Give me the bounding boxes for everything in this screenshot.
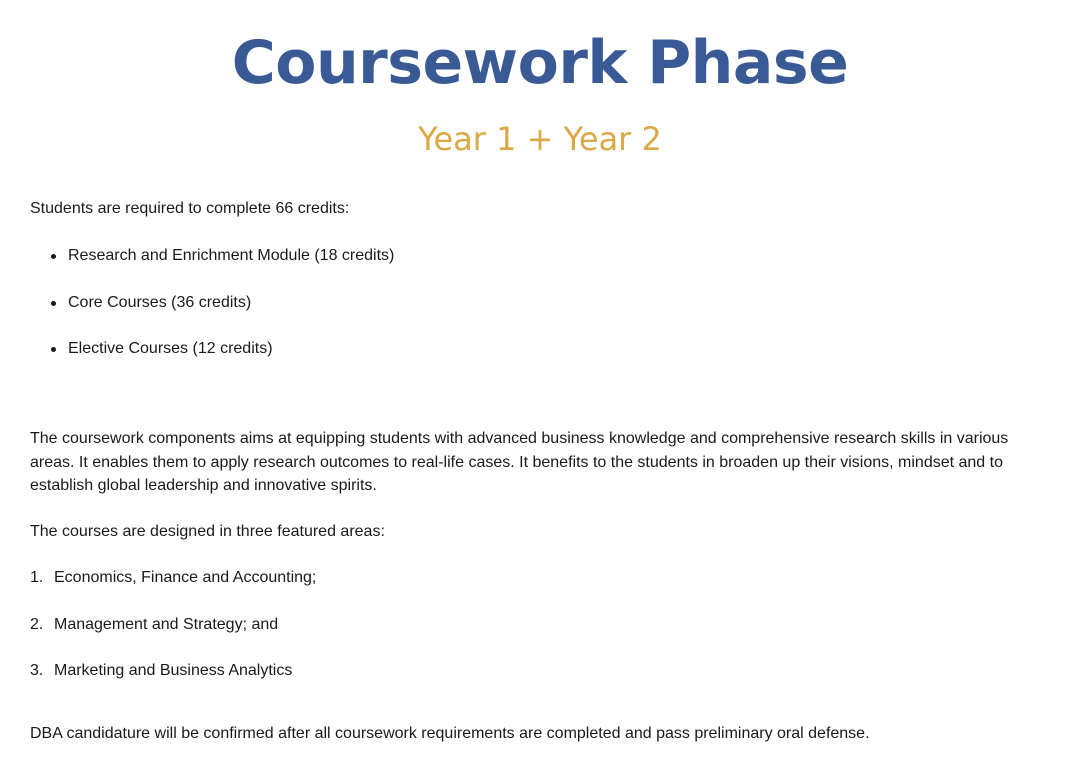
coursework-description: The coursework components aims at equipping students with advanced business knowledge and comprehensive research skills in various areas. It enables them to apply research outcomes to real-life cases. It benefits to the students in broaden up their visions, mindset and to establish global leadership and innovative spirits. bbox=[30, 430, 1009, 494]
credit-item-label: Elective Courses (12 credits) bbox=[68, 340, 273, 357]
list-number: 1. bbox=[30, 569, 44, 586]
credits-list bbox=[30, 245, 394, 385]
area-item-label: Management and Strategy; and bbox=[54, 615, 279, 633]
list-item bbox=[30, 614, 316, 636]
bullet-icon bbox=[51, 301, 56, 306]
credit-item-label: Research and Enrichment Module (18 credits) bbox=[68, 247, 395, 264]
bullet-icon bbox=[51, 254, 56, 259]
area-item-label: Economics, Finance and Accounting; bbox=[54, 569, 317, 586]
page-subtitle: Year 1 + Year 2 bbox=[418, 120, 662, 158]
credits-intro: Students are required to complete 66 credits: bbox=[30, 200, 350, 217]
list-number: 3. bbox=[30, 662, 44, 679]
closing-statement: DBA candidature will be confirmed after all coursework requirements are completed and pass preliminary oral defense. bbox=[30, 725, 870, 742]
page-title: Coursework Phase bbox=[231, 28, 849, 98]
list-number: 2. bbox=[30, 615, 44, 633]
list-item bbox=[30, 245, 394, 267]
area-item-label: Marketing and Business Analytics bbox=[54, 662, 293, 679]
list-item bbox=[30, 567, 316, 589]
credit-item-label: Core Courses (36 credits) bbox=[68, 293, 252, 311]
bullet-icon bbox=[51, 347, 56, 352]
areas-list bbox=[30, 567, 316, 707]
areas-intro: The courses are designed in three featured areas: bbox=[30, 523, 385, 540]
list-item bbox=[30, 292, 394, 314]
list-item bbox=[30, 660, 316, 682]
list-item bbox=[30, 338, 394, 360]
